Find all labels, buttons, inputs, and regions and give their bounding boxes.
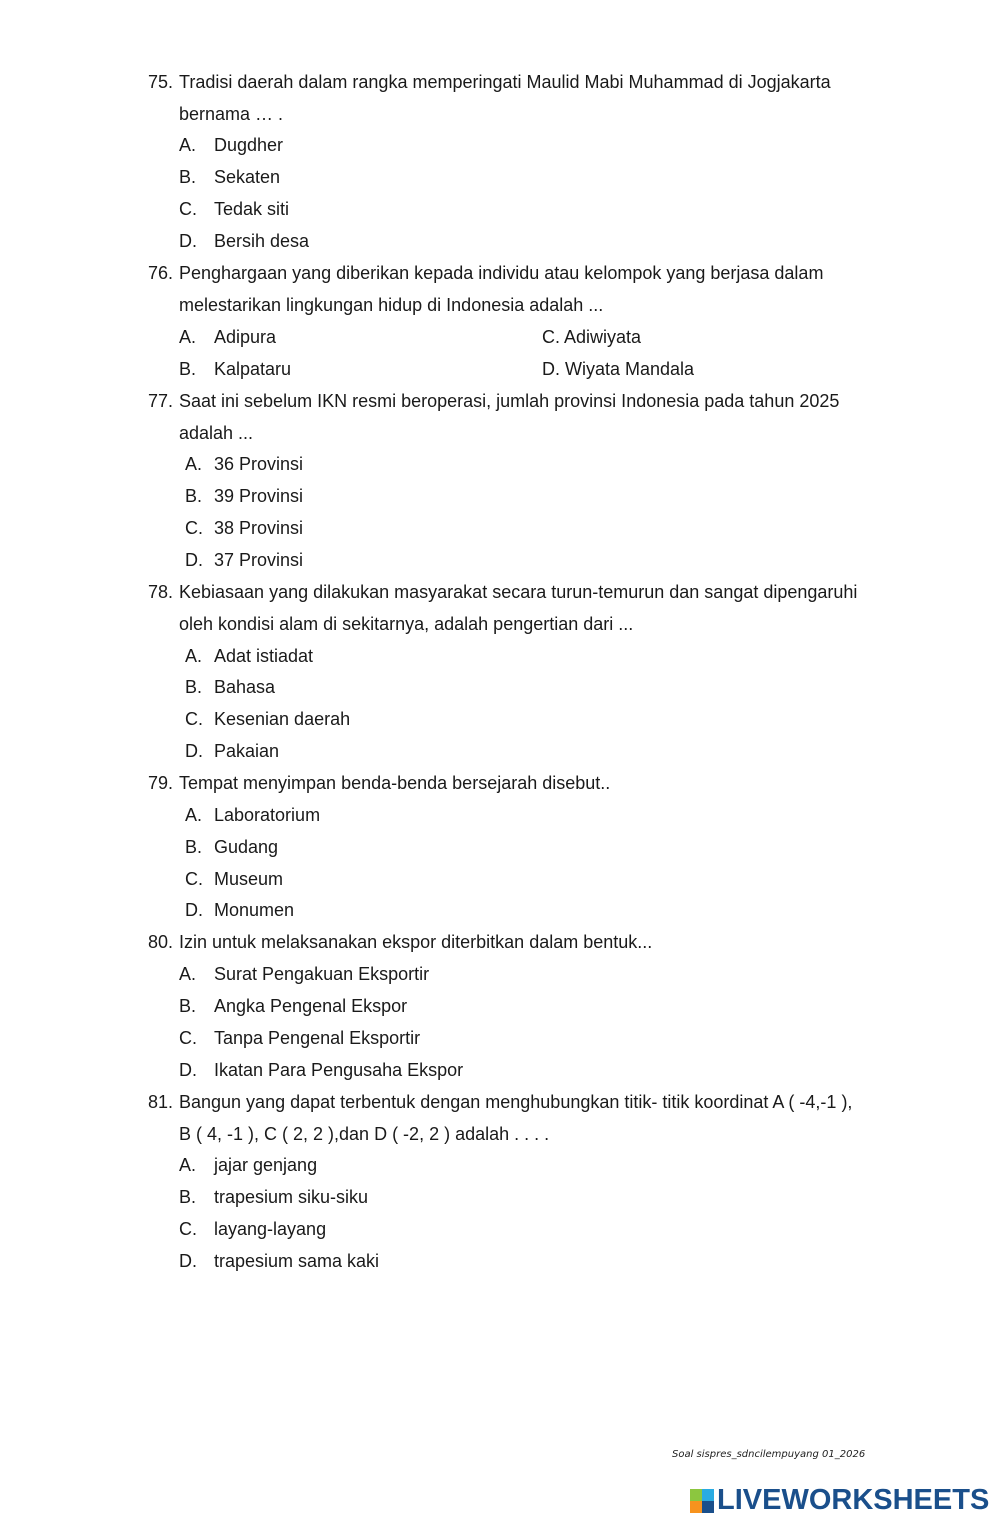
option-text: Bersih desa [214, 231, 310, 251]
option-text: Museum [214, 869, 284, 889]
option-text: 37 Provinsi [214, 550, 304, 570]
option-78-d[interactable] [179, 735, 279, 767]
option-80-c[interactable] [179, 1022, 420, 1054]
option-text: Kesenian daerah [214, 709, 351, 729]
liveworksheets-logo[interactable] [690, 1484, 989, 1517]
option-letter: B. [185, 677, 203, 697]
option-80-b[interactable] [179, 990, 407, 1022]
option-76-b[interactable] [179, 353, 291, 385]
question-number: 81. [148, 1092, 174, 1112]
question-75 [148, 66, 888, 130]
option-letter: A. [179, 964, 197, 984]
option-letter: A. [179, 1155, 197, 1175]
option-75-d[interactable] [179, 225, 309, 257]
option-letter: A. [179, 327, 197, 347]
option-80-d[interactable] [179, 1054, 463, 1086]
question-number: 78. [148, 582, 174, 602]
option-text: trapesium siku-siku [214, 1187, 369, 1207]
option-77-c[interactable] [179, 512, 303, 544]
option-76-a[interactable] [179, 321, 276, 353]
question-81 [148, 1086, 888, 1150]
option-letter: D. [179, 1251, 197, 1271]
option-text: D. Wiyata Mandala [542, 359, 695, 379]
question-number: 75. [148, 72, 174, 92]
option-79-a[interactable] [179, 799, 320, 831]
option-79-c[interactable] [179, 863, 283, 895]
option-76-d[interactable] [542, 353, 694, 385]
option-letter: D. [185, 741, 203, 761]
option-text: Adat istiadat [214, 646, 314, 666]
option-letter: B. [179, 996, 197, 1016]
option-text: Gudang [214, 837, 279, 857]
option-text: jajar genjang [214, 1155, 318, 1175]
option-letter: B. [179, 359, 197, 379]
question-stem-continued: oleh kondisi alam di sekitarnya, adalah pengertian dari ... [179, 614, 634, 634]
option-letter: C. [185, 709, 203, 729]
option-text: Bahasa [214, 677, 276, 697]
option-text: 39 Provinsi [214, 486, 304, 506]
option-text: Sekaten [214, 167, 281, 187]
question-77 [148, 385, 888, 449]
option-77-d[interactable] [179, 544, 303, 576]
option-letter: D. [179, 1060, 197, 1080]
option-letter: A. [185, 454, 203, 474]
question-80 [148, 926, 888, 958]
option-letter: C. [179, 1219, 197, 1239]
question-stem-continued: adalah ... [179, 423, 254, 443]
option-78-c[interactable] [179, 703, 350, 735]
footer-note: Soal sispres_sdncilempuyang 01_2026 [672, 1449, 866, 1460]
option-text: 36 Provinsi [214, 454, 304, 474]
option-text: Pakaian [214, 741, 280, 761]
question-stem: Tradisi daerah dalam rangka memperingati Maulid Mabi Muhammad di Jogjakarta [179, 72, 831, 92]
question-stem-continued: B ( 4, -1 ), C ( 2, 2 ),dan D ( -2, 2 ) adalah . . . . [179, 1124, 550, 1144]
liveworksheets-logo-text: LIVEWORKSHEETS [717, 1484, 990, 1516]
question-stem: Saat ini sebelum IKN resmi beroperasi, jumlah provinsi Indonesia pada tahun 2025 [179, 391, 840, 411]
question-number: 77. [148, 391, 174, 411]
option-text: Kalpataru [214, 359, 292, 379]
option-letter: C. [185, 518, 203, 538]
option-75-a[interactable] [179, 129, 283, 161]
option-letter: C. [179, 1028, 197, 1048]
option-text: Adipura [214, 327, 277, 347]
option-text: Monumen [214, 900, 295, 920]
option-81-a[interactable] [179, 1149, 317, 1181]
option-text: trapesium sama kaki [214, 1251, 380, 1271]
option-78-b[interactable] [179, 671, 275, 703]
option-letter: C. [185, 869, 203, 889]
option-79-d[interactable] [179, 894, 294, 926]
option-letter: A. [179, 135, 197, 155]
option-81-b[interactable] [179, 1181, 368, 1213]
question-stem: Bangun yang dapat terbentuk dengan menghubungkan titik- titik koordinat A ( -4,-1 ), [179, 1092, 853, 1112]
option-77-b[interactable] [179, 480, 303, 512]
option-81-d[interactable] [179, 1245, 379, 1277]
option-75-c[interactable] [179, 193, 289, 225]
option-letter: B. [179, 1187, 197, 1207]
question-78 [148, 576, 888, 640]
option-text: Surat Pengakuan Eksportir [214, 964, 430, 984]
question-76 [148, 257, 888, 321]
option-77-a[interactable] [179, 448, 303, 480]
option-text: Dugdher [214, 135, 284, 155]
question-79 [148, 767, 888, 799]
option-text: Tedak siti [214, 199, 290, 219]
option-text: Laboratorium [214, 805, 321, 825]
question-stem-continued: bernama … . [179, 104, 284, 124]
option-letter: B. [185, 837, 203, 857]
question-stem: Izin untuk melaksanakan ekspor diterbitkan dalam bentuk... [179, 932, 653, 952]
question-number: 80. [148, 932, 174, 952]
option-80-a[interactable] [179, 958, 429, 990]
question-stem: Kebiasaan yang dilakukan masyarakat secara turun-temurun dan sangat dipengaruhi [179, 582, 858, 602]
option-text: Tanpa Pengenal Eksportir [214, 1028, 421, 1048]
option-78-a[interactable] [179, 640, 313, 672]
option-letter: B. [179, 167, 197, 187]
question-stem: Penghargaan yang diberikan kepada individu atau kelompok yang berjasa dalam [179, 263, 824, 283]
option-letter: A. [185, 646, 203, 666]
option-letter: A. [185, 805, 203, 825]
option-letter: B. [185, 486, 203, 506]
liveworksheets-logo-icon [690, 1489, 714, 1513]
option-letter: D. [185, 550, 203, 570]
question-number: 79. [148, 773, 174, 793]
option-text: layang-layang [214, 1219, 327, 1239]
option-81-c[interactable] [179, 1213, 326, 1245]
option-79-b[interactable] [179, 831, 278, 863]
option-letter: D. [179, 231, 197, 251]
option-76-c[interactable] [542, 321, 641, 353]
question-number: 76. [148, 263, 174, 283]
option-75-b[interactable] [179, 161, 280, 193]
question-stem: Tempat menyimpan benda-benda bersejarah disebut.. [179, 773, 611, 793]
option-text: Ikatan Para Pengusaha Ekspor [214, 1060, 464, 1080]
option-text: Angka Pengenal Ekspor [214, 996, 408, 1016]
option-letter: D. [185, 900, 203, 920]
option-letter: C. [179, 199, 197, 219]
question-stem-continued: melestarikan lingkungan hidup di Indonesia adalah ... [179, 295, 604, 315]
option-text: C. Adiwiyata [542, 327, 642, 347]
option-text: 38 Provinsi [214, 518, 304, 538]
